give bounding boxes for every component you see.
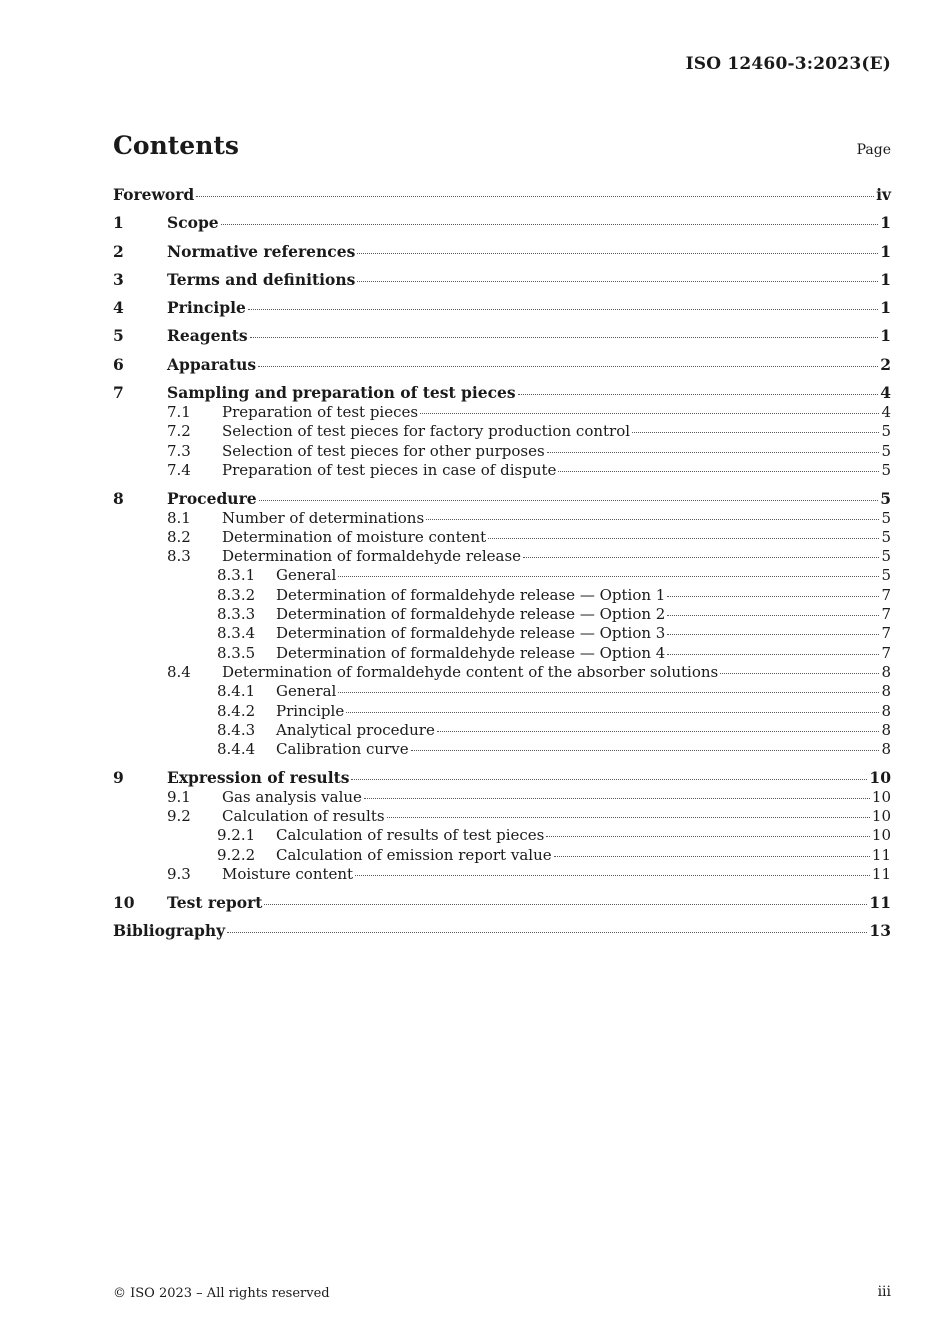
toc-entry[interactable] [113, 721, 891, 740]
dot-leader [667, 596, 879, 597]
dot-leader [546, 836, 870, 837]
toc-entry-label: Principle [167, 298, 246, 318]
toc-entry-label: Expression of results [167, 767, 350, 787]
toc-entry-number: 9.1 [167, 787, 191, 806]
toc-entry-label: Number of determinations [222, 508, 425, 527]
toc-entry-label: Determination of formaldehyde release — Option 1 [276, 585, 666, 604]
dot-leader [357, 253, 878, 254]
toc-entry-page: 2 [880, 354, 891, 374]
toc-entry-label: Determination of formaldehyde release [222, 547, 522, 566]
toc-entry-page: 8 [881, 701, 891, 720]
toc-entry-page: 10 [871, 826, 891, 845]
dot-leader [264, 904, 867, 905]
toc-entry-page: 5 [881, 566, 891, 585]
toc-entry-number: 8.4 [167, 662, 191, 681]
toc-entry-label: Procedure [167, 488, 257, 508]
toc-entry-page: 7 [881, 605, 891, 624]
toc-entry[interactable] [113, 269, 891, 290]
toc-entry[interactable] [113, 624, 891, 643]
dot-leader [426, 519, 879, 520]
toc-entry-label: Determination of formaldehyde content of the absorber solutions [222, 662, 719, 681]
toc-entry-number: 7.4 [167, 460, 191, 479]
dot-leader [554, 856, 870, 857]
toc-entry-number: 2 [113, 241, 124, 261]
page-column-label: Page [856, 142, 891, 158]
toc-entry-label: Calibration curve [276, 740, 409, 759]
toc-entry-label: Terms and definitions [167, 269, 356, 289]
dot-leader [488, 538, 879, 539]
dot-leader [720, 673, 879, 674]
dot-leader [338, 692, 879, 693]
toc-entry-page: 1 [880, 326, 891, 346]
toc-entry-page: 1 [880, 213, 891, 233]
toc-entry[interactable] [113, 920, 891, 941]
toc-entry-label: Preparation of test pieces [222, 403, 419, 422]
dot-leader [351, 779, 867, 780]
toc-entry-label: Selection of test pieces for other purposes [222, 441, 545, 460]
dot-leader [221, 224, 879, 225]
dot-leader [346, 712, 879, 713]
toc-entry-label: Determination of moisture content [222, 527, 487, 546]
toc-entry-label: Calculation of results [222, 807, 385, 826]
toc-entry-page: 5 [881, 547, 891, 566]
toc-entry-number: 8.3.4 [217, 624, 256, 643]
dot-leader [411, 750, 880, 751]
toc-entry-page: 1 [880, 298, 891, 318]
toc-entry-number: 7.2 [167, 422, 191, 441]
dot-leader [338, 576, 879, 577]
toc-entry[interactable] [113, 586, 891, 605]
toc-entry-page: 7 [881, 624, 891, 643]
toc-entry-number: 3 [113, 269, 124, 289]
toc-entry-label: Scope [167, 213, 219, 233]
toc-entry-number: 9.3 [167, 864, 191, 883]
toc-entry-number: 9.2 [167, 807, 191, 826]
toc-entry-number: 7.3 [167, 441, 191, 460]
toc-entry[interactable] [113, 528, 891, 547]
toc-entry-label: Sampling and preparation of test pieces [167, 383, 516, 403]
toc-entry[interactable] [113, 846, 891, 865]
toc-entry-label: Reagents [167, 326, 248, 346]
toc-entry-page: 5 [881, 460, 891, 479]
dot-leader [667, 615, 879, 616]
toc-entry-number: 4 [113, 298, 124, 318]
page-number: iii [877, 1284, 891, 1300]
dot-leader [258, 366, 878, 367]
toc-entry-label: Moisture content [222, 864, 354, 883]
toc-entry-label: Gas analysis value [222, 787, 362, 806]
toc-entry-page: 5 [881, 508, 891, 527]
toc-entry-number: 8.3.2 [217, 585, 256, 604]
dot-leader [196, 196, 874, 197]
toc-entry-page: 8 [881, 682, 891, 701]
toc-entry[interactable] [113, 892, 891, 913]
toc-entry[interactable] [113, 702, 891, 721]
toc-entry[interactable] [113, 682, 891, 701]
toc-entry-number: 8.4.4 [217, 740, 256, 759]
toc-entry-label: General [276, 682, 337, 701]
toc-entry-page: 8 [881, 740, 891, 759]
toc-entry[interactable] [113, 566, 891, 585]
toc-entry-label: Test report [167, 892, 263, 912]
toc-entry-label: Determination of formaldehyde release — Option 4 [276, 643, 666, 662]
toc-entry-label: Selection of test pieces for factory production control [222, 422, 631, 441]
toc-entry-number: 8.3.3 [217, 605, 256, 624]
toc-entry-page: iv [876, 185, 891, 204]
toc-entry-number: 9.2.2 [217, 845, 256, 864]
toc-entry[interactable] [113, 865, 891, 884]
toc-entry-page: 5 [881, 441, 891, 460]
toc-entry-page: 8 [881, 662, 891, 681]
toc-entry-label: Analytical procedure [276, 720, 435, 739]
toc-entry-page: 1 [880, 241, 891, 261]
toc-entry[interactable] [113, 826, 891, 845]
toc-entry[interactable] [113, 382, 891, 403]
toc-entry-number: 5 [113, 326, 124, 346]
toc-entry-label: Foreword [113, 185, 195, 204]
dot-leader [387, 817, 870, 818]
toc-entry-number: 8 [113, 488, 124, 508]
dot-leader [250, 337, 879, 338]
toc-entry-page: 11 [871, 864, 891, 883]
toc-entry-page: 7 [881, 585, 891, 604]
toc-entry-label: Determination of formaldehyde release — Option 2 [276, 605, 666, 624]
toc-entry-page: 11 [869, 892, 891, 912]
dot-leader [437, 731, 880, 732]
table-of-contents [113, 184, 891, 941]
toc-entry-label: Principle [276, 701, 345, 720]
toc-entry-page: 7 [881, 643, 891, 662]
toc-entry[interactable] [113, 509, 891, 528]
dot-leader [547, 452, 880, 453]
toc-entry[interactable] [113, 547, 891, 566]
copyright-notice: © ISO 2023 – All rights reserved [113, 1286, 330, 1301]
toc-entry[interactable] [113, 212, 891, 233]
dot-leader [355, 875, 870, 876]
toc-entry-number: 8.2 [167, 527, 191, 546]
toc-entry-number: 7.1 [167, 403, 191, 422]
toc-entry-number: 8.3.5 [217, 643, 256, 662]
dot-leader [558, 471, 879, 472]
toc-entry-number: 8.4.1 [217, 682, 256, 701]
dot-leader [518, 394, 879, 395]
toc-entry[interactable] [113, 461, 891, 480]
toc-entry[interactable] [113, 807, 891, 826]
toc-entry-label: Normative references [167, 241, 356, 261]
toc-entry-label: Calculation of results of test pieces [276, 826, 545, 845]
toc-entry[interactable] [113, 605, 891, 624]
toc-entry[interactable] [113, 403, 891, 422]
toc-entry-number: 7 [113, 383, 124, 403]
toc-entry[interactable] [113, 663, 891, 682]
toc-entry-page: 4 [881, 403, 891, 422]
dot-leader [227, 932, 867, 933]
dot-leader [364, 798, 870, 799]
toc-entry-label: Determination of formaldehyde release — Option 3 [276, 624, 666, 643]
toc-entry[interactable] [113, 644, 891, 663]
toc-entry-number: 8.3 [167, 547, 191, 566]
document-id: ISO 12460-3:2023(E) [685, 54, 891, 74]
toc-entry-page: 13 [869, 920, 891, 940]
toc-entry-label: General [276, 566, 337, 585]
toc-entry-number: 8.1 [167, 508, 191, 527]
toc-entry-page: 5 [881, 422, 891, 441]
dot-leader [667, 634, 879, 635]
page-title: Contents [113, 131, 240, 160]
toc-entry[interactable] [113, 184, 891, 205]
toc-entry[interactable] [113, 422, 891, 441]
toc-entry-number: 8.4.2 [217, 701, 256, 720]
dot-leader [248, 309, 878, 310]
toc-entry-label: Calculation of emission report value [276, 845, 552, 864]
toc-entry-number: 6 [113, 354, 124, 374]
dot-leader [523, 557, 879, 558]
toc-entry-page: 8 [881, 720, 891, 739]
toc-entry-page: 10 [869, 767, 891, 787]
toc-entry-number: 8.4.3 [217, 720, 256, 739]
toc-entry-page: 11 [871, 845, 891, 864]
toc-entry-number: 8.3.1 [217, 566, 256, 585]
toc-entry-number: 9.2.1 [217, 826, 256, 845]
toc-entry[interactable] [113, 241, 891, 262]
toc-entry[interactable] [113, 767, 891, 788]
toc-entry-label: Bibliography [113, 920, 226, 940]
toc-entry-number: 10 [113, 892, 135, 912]
toc-entry[interactable] [113, 325, 891, 346]
dot-leader [357, 281, 878, 282]
toc-entry[interactable] [113, 297, 891, 318]
dot-leader [420, 413, 879, 414]
toc-entry-number: 9 [113, 767, 124, 787]
toc-entry[interactable] [113, 488, 891, 509]
toc-entry-page: 10 [871, 807, 891, 826]
dot-leader [632, 432, 879, 433]
dot-leader [667, 654, 879, 655]
toc-entry[interactable] [113, 740, 891, 759]
toc-entry-label: Apparatus [167, 354, 257, 374]
toc-entry-page: 4 [880, 383, 891, 403]
toc-entry-page: 5 [881, 527, 891, 546]
dot-leader [259, 500, 879, 501]
toc-entry-label: Preparation of test pieces in case of dispute [222, 460, 557, 479]
toc-entry[interactable] [113, 354, 891, 375]
toc-entry[interactable] [113, 788, 891, 807]
toc-entry-page: 1 [880, 269, 891, 289]
toc-entry-page: 5 [880, 488, 891, 508]
toc-entry-page: 10 [871, 787, 891, 806]
toc-entry[interactable] [113, 442, 891, 461]
toc-entry-number: 1 [113, 213, 124, 233]
